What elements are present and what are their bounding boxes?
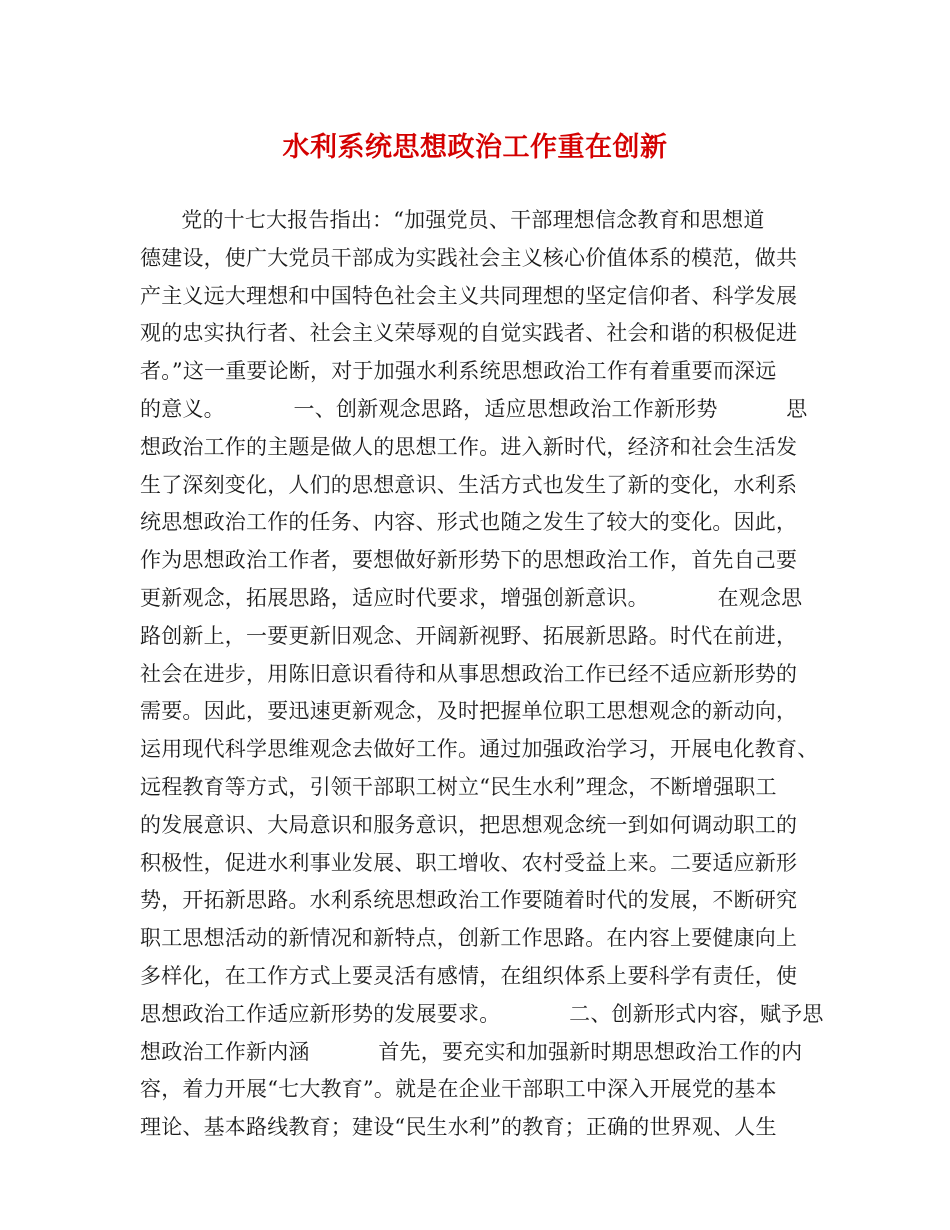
body-line: 的发展意识、大局意识和服务意识，把思想观念统一到如何调动职工的 [140,812,798,837]
body-line: 势，开拓新思路。水利系统思想政治工作要随着时代的发展，不断研究 [140,888,798,913]
body-line: 统思想政治工作的任务、内容、形式也随之发生了较大的变化。因此， [140,510,798,535]
body-line: 党的十七大报告指出：“加强党员、干部理想信念教育和思想道 [140,208,765,232]
body-line: 观的忠实执行者、社会主义荣辱观的自觉实践者、社会和谐的积极促进 [140,321,798,346]
body-line: 生了深刻变化，人们的思想意识、生活方式也发生了新的变化，水利系 [140,472,798,497]
body-line: 容，着力开展“七大教育”。就是在企业干部职工中深入开展党的基本 [140,1077,777,1102]
body-line: 职工思想活动的新情况和新特点，创新工作思路。在内容上要健康向上 [140,926,798,951]
body-line: 积极性，促进水利事业发展、职工增收、农村受益上来。二要适应新形 [140,850,798,875]
body-line: 路创新上，一要更新旧观念、开阔新视野、拓展新思路。时代在前进， [140,623,798,648]
body-line: 需要。因此，要迅速更新观念，及时把握单位职工思想观念的新动向， [140,699,798,724]
body-line: 者。”这一重要论断，对于加强水利系统思想政治工作有着重要而深远 [140,359,777,384]
body-line: 德建设，使广大党员干部成为实践社会主义核心价值体系的模范，做共 [140,245,798,270]
document-title: 水利系统思想政治工作重在创新 [282,132,668,163]
body-line: 产主义远大理想和中国特色社会主义共同理想的坚定信仰者、科学发展 [140,283,798,308]
body-line: 理论、基本路线教育；建设“民生水利”的教育；正确的世界观、人生 [140,1115,777,1140]
body-line: 运用现代科学思维观念去做好工作。通过加强政治学习，开展电化教育、 [140,737,819,762]
body-line: 想政治工作的主题是做人的思想工作。进入新时代，经济和社会生活发 [140,434,798,459]
body-line: 思想政治工作适应新形势的发展要求。 二、创新形式内容，赋予思 [140,1001,824,1026]
body-line: 作为思想政治工作者，要想做好新形势下的思想政治工作，首先自己要 [140,548,798,573]
body-line: 多样化，在工作方式上要灵活有感情，在组织体系上要科学有责任，使 [140,963,798,988]
body-line: 远程教育等方式，引领干部职工树立“民生水利”理念，不断增强职工 [140,774,777,799]
document-body [140,202,824,1147]
body-line: 更新观念，拓展思路，适应时代要求，增强创新意识。 在观念思 [140,585,803,610]
body-line: 社会在进步，用陈旧意识看待和从事思想政治工作已经不适应新形势的 [140,661,798,686]
body-line: 的意义。 一、创新观念思路，适应思想政治工作新形势 思 [140,396,808,421]
body-line: 想政治工作新内涵 首先，要充实和加强新时期思想政治工作的内 [140,1039,803,1064]
